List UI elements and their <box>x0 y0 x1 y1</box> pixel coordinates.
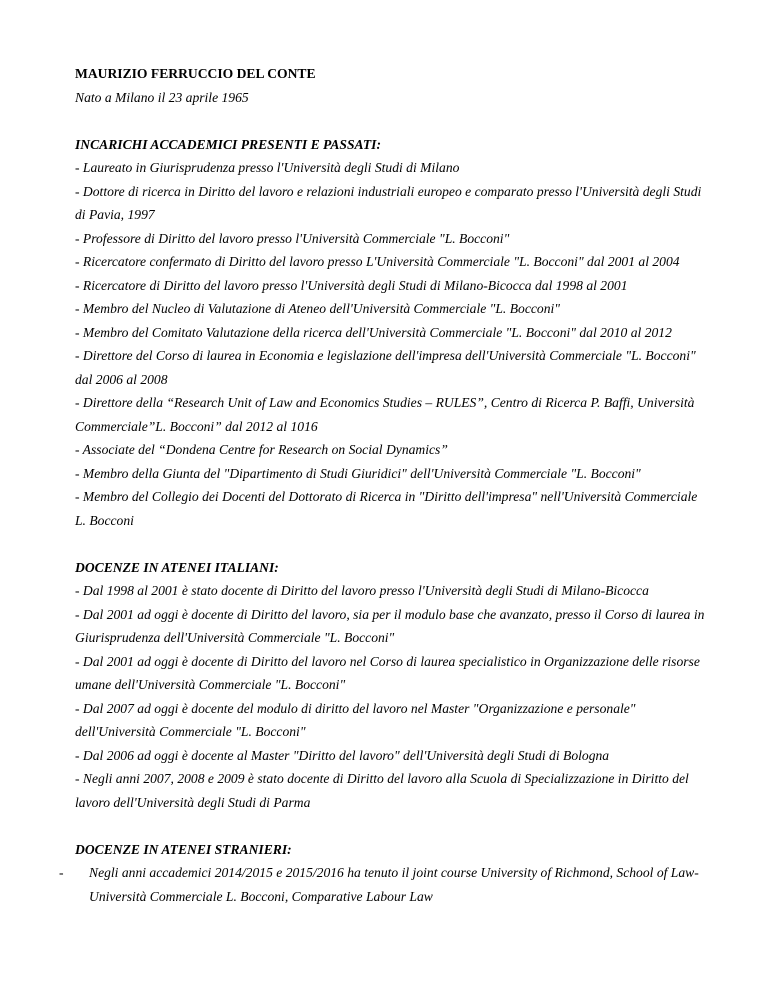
spacer <box>75 532 705 556</box>
academic-item: - Ricercatore di Diritto del lavoro presso l'Università degli Studi di Milano-Bicocca dal 1998 al 2001 <box>75 277 628 293</box>
foreign-teaching-item <box>59 861 705 908</box>
academic-item: - Direttore della “Research Unit of Law and Economics Studies – RULES”, Centro di Ricerca P. Baffi, Università Commerciale”L. Bocconi” dal 2012 al 1016 <box>75 395 695 434</box>
italian-teaching-item: - Dal 2001 ad oggi è docente di Diritto del lavoro nel Corso di laurea specialistico in Organizzazione delle risorse umane dell'Università Commerciale "L. Bocconi" <box>75 653 700 692</box>
foreign-teaching-text: Negli anni accademici 2014/2015 e 2015/2016 ha tenuto il joint course University of Richmond, School of Law-Università Commerciale L. Bocconi, Comparative Labour Law <box>89 865 699 904</box>
academic-item: - Membro del Nucleo di Valutazione di Ateneo dell'Università Commerciale "L. Bocconi" <box>75 301 560 316</box>
italian-teaching-heading: DOCENZE IN ATENEI ITALIANI: <box>75 559 279 575</box>
academic-positions-heading: INCARICHI ACCADEMICI PRESENTI E PASSATI: <box>75 136 381 152</box>
academic-item: - Membro del Collegio dei Docenti del Dottorato di Ricerca in "Diritto dell'impresa" nell'Università Commerciale L. Bocconi <box>75 489 698 528</box>
academic-item: - Membro della Giunta del "Dipartimento di Studi Giuridici" dell'Università Commerciale "L. Bocconi" <box>75 465 641 481</box>
academic-item: - Dottore di ricerca in Diritto del lavoro e relazioni industriali europeo e comparato presso l'Università degli Studi di Pavia, 1997 <box>75 183 702 222</box>
academic-item: - Ricercatore confermato di Diritto del lavoro presso L'Università Commerciale "L. Bocconi" dal 2001 al 2004 <box>75 254 680 269</box>
italian-teaching-item: - Negli anni 2007, 2008 e 2009 è stato docente di Diritto del lavoro alla Scuola di Specializzazione in Diritto del lavoro dell'Università degli Studi di Parma <box>75 771 689 810</box>
cv-document <box>59 62 705 908</box>
foreign-teaching-heading: DOCENZE IN ATENEI STRANIERI: <box>75 841 292 857</box>
italian-teaching-item: - Dal 2001 ad oggi è docente di Diritto del lavoro, sia per il modulo base che avanzato, presso il Corso di laurea in Giurisprudenza dell'Università Commerciale "L. Bocconi" <box>75 606 705 645</box>
birth-info: Nato a Milano il 23 aprile 1965 <box>75 89 249 105</box>
academic-item: - Membro del Comitato Valutazione della ricerca dell'Università Commerciale "L. Bocconi" dal 2010 al 2012 <box>75 324 672 340</box>
academic-item: - Direttore del Corso di laurea in Economia e legislazione dell'impresa dell'Università Commerciale "L. Bocconi" dal 2006 al 2008 <box>75 348 696 387</box>
academic-item: - Laureato in Giurisprudenza presso l'Università degli Studi di Milano <box>75 160 460 175</box>
spacer <box>75 109 705 133</box>
academic-item: - Professore di Diritto del lavoro presso l'Università Commerciale "L. Bocconi" <box>75 230 510 246</box>
italian-teaching-item: - Dal 2007 ad oggi è docente del modulo di diritto del lavoro nel Master "Organizzazione e personale" dell'Università Commerciale "L. Bocconi" <box>75 700 636 739</box>
spacer <box>75 814 705 838</box>
bullet-dash: - <box>59 865 64 880</box>
academic-item: - Associate del “Dondena Centre for Research on Social Dynamics” <box>75 442 448 457</box>
person-name: MAURIZIO FERRUCCIO DEL CONTE <box>75 66 316 81</box>
italian-teaching-item: - Dal 1998 al 2001 è stato docente di Diritto del lavoro presso l'Università degli Studi di Milano-Bicocca <box>75 583 649 598</box>
italian-teaching-item: - Dal 2006 ad oggi è docente al Master "Diritto del lavoro" dell'Università degli Studi di Bologna <box>75 747 610 763</box>
